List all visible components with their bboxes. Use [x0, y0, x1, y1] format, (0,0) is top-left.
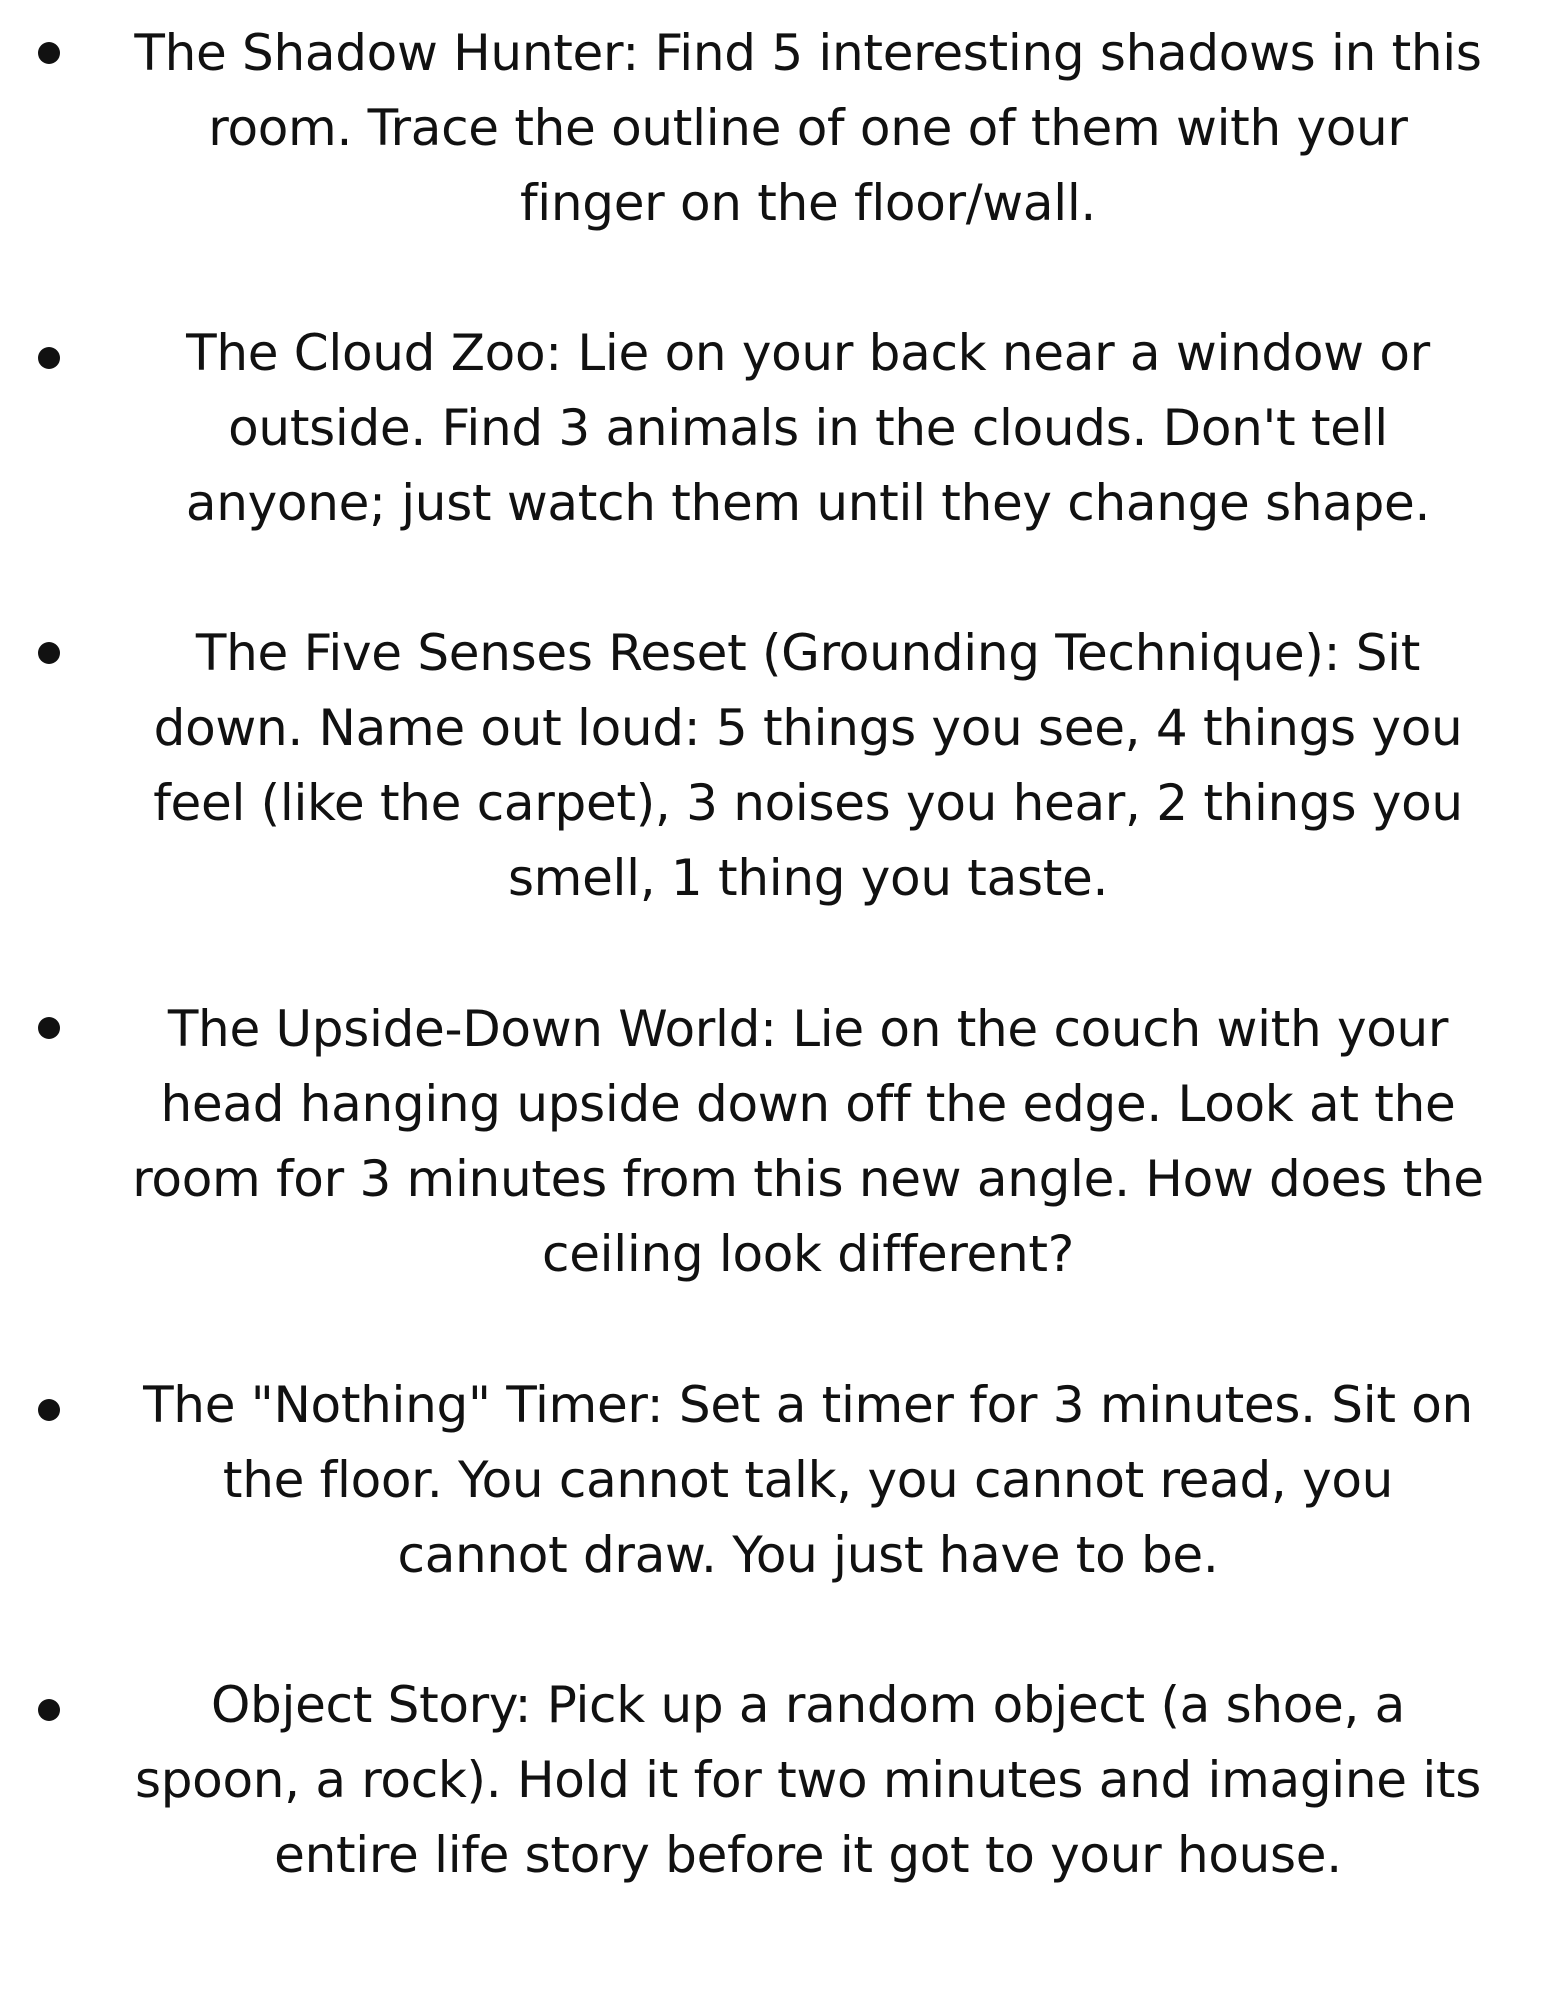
activity-text: The Cloud Zoo: Lie on your back near a window or outside. Find 3 animals in the clouds. Don't tell anyone; just watch them until they change shape. [185, 324, 1431, 532]
bullet-icon [38, 42, 60, 64]
activity-text: The Shadow Hunter: Find 5 interesting shadows in this room. Trace the outline of one of them with your finger on the floor/wall. [134, 24, 1482, 232]
bullet-icon [38, 347, 60, 369]
bullet-icon [38, 1399, 60, 1421]
activity-text: The Upside-Down World: Lie on the couch with your head hanging upside down off the edge. Look at the room for 3 minutes from this new angle. How does the ceiling look different? [132, 1000, 1484, 1283]
bullet-icon [38, 1699, 60, 1721]
bullet-icon [38, 1017, 60, 1039]
activity-text: The "Nothing" Timer: Set a timer for 3 minutes. Sit on the floor. You cannot talk, you cannot read, you cannot draw. You just have to be. [143, 1376, 1473, 1584]
bullet-icon [38, 642, 60, 664]
activity-text: Object Story: Pick up a random object (a shoe, a spoon, a rock). Hold it for two minutes and imagine its entire life story before it got to your house. [134, 1676, 1481, 1884]
activity-text: The Five Senses Reset (Grounding Technique): Sit down. Name out loud: 5 things you see, 4 things you feel (like the carpet), 3 noises you hear, 2 things you smell, 1 thing you taste. [153, 624, 1463, 907]
